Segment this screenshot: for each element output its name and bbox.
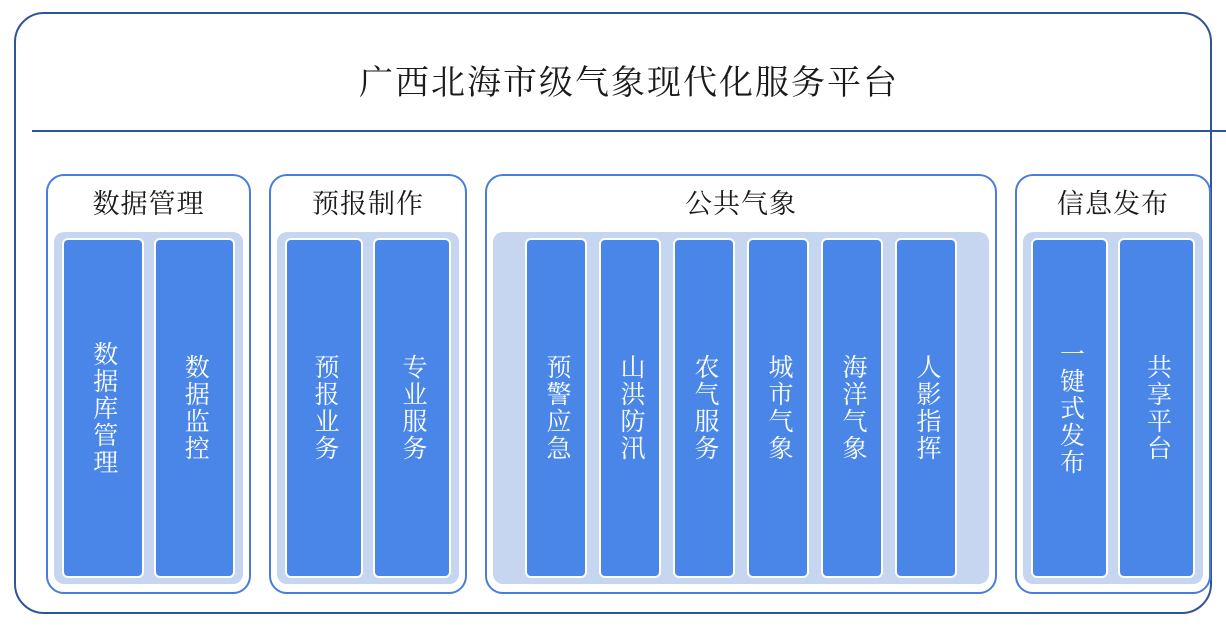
group-data-management xyxy=(46,174,251,594)
group-tray-public-meteorology xyxy=(493,232,989,584)
module-label: 专业服务 xyxy=(399,354,426,462)
module-label: 海洋气象 xyxy=(839,354,866,462)
module-tile-agro-meteorological-service[interactable] xyxy=(673,238,735,578)
group-title-forecast-production: 预报制作 xyxy=(312,189,424,219)
module-label: 山洪防汛 xyxy=(617,354,644,462)
platform-outer-frame xyxy=(14,12,1212,614)
module-label: 共享平台 xyxy=(1143,354,1171,462)
page-title: 广西北海市级气象现代化服务平台 xyxy=(359,64,899,102)
module-tile-flash-flood-control[interactable] xyxy=(599,238,661,578)
module-label: 数据监控 xyxy=(181,354,209,462)
module-label: 农气服务 xyxy=(691,354,718,462)
group-information-release xyxy=(1015,174,1211,594)
platform-title-band xyxy=(32,28,1226,132)
module-tile-database-management[interactable] xyxy=(62,238,144,578)
module-label: 预警应急 xyxy=(543,354,570,462)
group-title-data-management: 数据管理 xyxy=(92,189,205,219)
module-tile-professional-service[interactable] xyxy=(373,238,451,578)
module-tile-marine-meteorology[interactable] xyxy=(821,238,883,578)
group-tray-data-management xyxy=(54,232,243,584)
module-tile-one-click-release[interactable] xyxy=(1031,238,1108,578)
group-tray-forecast-production xyxy=(277,232,459,584)
group-forecast-production xyxy=(269,174,467,594)
module-tile-sharing-platform[interactable] xyxy=(1118,238,1195,578)
module-tile-weather-modification-command[interactable] xyxy=(895,238,957,578)
module-label: 人影指挥 xyxy=(913,354,940,462)
group-title-information-release: 信息发布 xyxy=(1057,189,1169,219)
module-label: 数据库管理 xyxy=(89,340,117,476)
group-public-meteorology xyxy=(485,174,997,594)
group-tray-information-release xyxy=(1023,232,1203,584)
module-tile-urban-meteorology[interactable] xyxy=(747,238,809,578)
module-label: 预报业务 xyxy=(311,354,338,462)
module-tile-data-monitoring[interactable] xyxy=(154,238,236,578)
module-tile-forecast-operations[interactable] xyxy=(285,238,363,578)
module-groups-row xyxy=(46,174,1212,599)
module-tile-warning-emergency[interactable] xyxy=(525,238,587,578)
group-title-public-meteorology: 公共气象 xyxy=(685,189,797,219)
module-label: 城市气象 xyxy=(765,354,792,462)
module-label: 一键式发布 xyxy=(1056,340,1084,476)
